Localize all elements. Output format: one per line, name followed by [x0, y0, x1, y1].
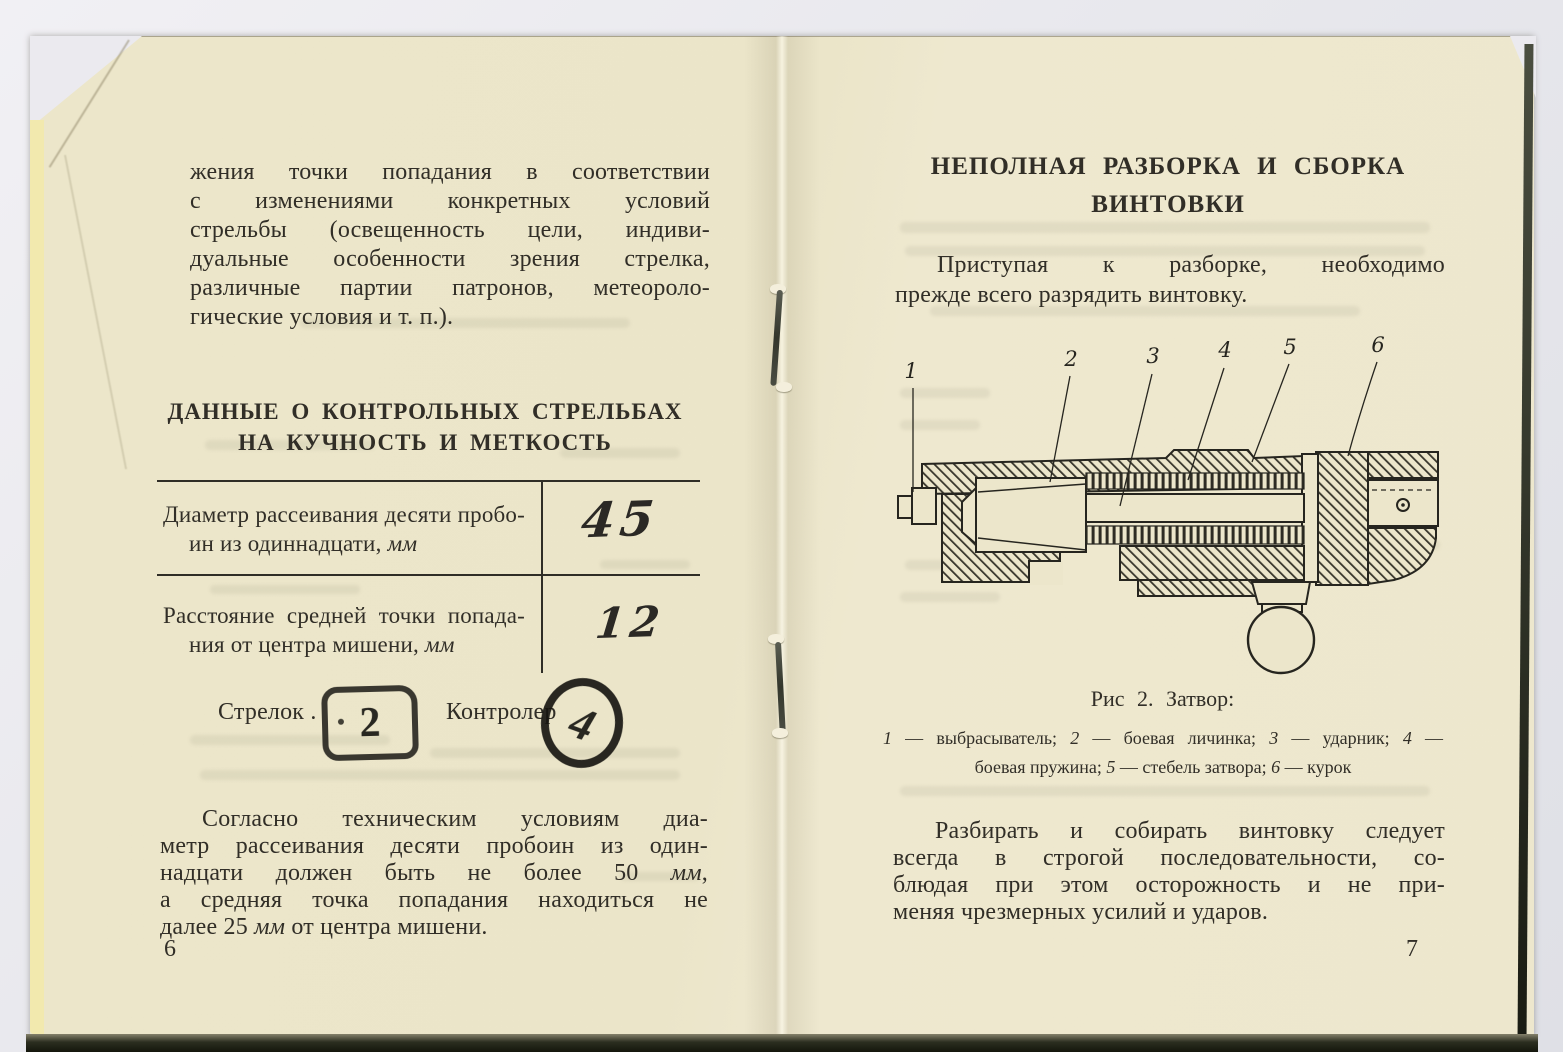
bleed-through-ghost: [210, 585, 360, 594]
right-intro-paragraph: Приступая к разборке, необходимо прежде всего разрядить винтовку.: [895, 252, 1445, 308]
right-chapter-heading: [888, 148, 1448, 224]
bolt-diagram-figure: [880, 332, 1445, 680]
callout-4: 4: [1218, 338, 1232, 362]
figure-caption: Рис 2. Затвор:: [1090, 686, 1235, 711]
left-top-paragraph: жения точки попадания в соответствии с изменениями конкретных условий стрельбы (освещенность цели, индиви- дуальные особенности зрения стрелка, различные партии патронов, метеороло- гические условия и т. п.).: [190, 159, 710, 330]
left-bottom-paragraph: Согласно техническим условиям диа- метр рассеивания десяти пробоин из один- надцати должен быть не более 50 мм, а средняя точка попадания находиться не далее 25 мм от центра мишени.: [160, 806, 708, 940]
table-row-diameter-label: Диаметр рассеивания десяти пробо- ин из одиннадцати, мм: [163, 502, 525, 556]
stamp-ink-dot: [338, 719, 344, 725]
shooter-stamp-value: 2: [358, 699, 382, 747]
table-row-distance-label: Расстояние средней точки попада- ния от центра мишени, мм: [163, 603, 525, 657]
page-number-left: 6: [164, 936, 176, 962]
bleed-through-ghost: [600, 560, 690, 569]
figure-legend: 1 — выбрасыватель; 2 — боевая личинка; 3 — ударник; 4 — боевая пружина; 5 — стебель затвора; 6 — курок: [883, 728, 1444, 777]
callout-6: 6: [1371, 333, 1385, 357]
page-edge-left: [30, 120, 44, 1034]
heading-line-2: НА КУЧНОСТЬ И МЕТКОСТЬ: [238, 430, 612, 455]
callout-2: 2: [1064, 347, 1078, 371]
callout-5: 5: [1283, 335, 1297, 359]
book-edge-bottom: [26, 1034, 1538, 1052]
heading-line-1: НЕПОЛНАЯ РАЗБОРКА И СБОРКА: [930, 153, 1406, 180]
table-divider-vertical: [541, 481, 543, 673]
spine-fold: [744, 36, 820, 1034]
page-number-right: 7: [1406, 936, 1418, 962]
controller-stamp-value: 4: [562, 695, 602, 751]
heading-line-1: ДАННЫЕ О КОНТРОЛЬНЫХ СТРЕЛЬБАХ: [167, 399, 683, 424]
controller-label: Контролер: [446, 699, 557, 725]
callout-1: 1: [904, 359, 918, 383]
table-rule-top: [157, 480, 700, 482]
table-row-distance-value-handwritten: 12: [593, 596, 667, 649]
table-rule-middle: [157, 574, 700, 576]
left-section-heading: [160, 396, 690, 458]
table-row-diameter-value-handwritten: 45: [578, 490, 662, 550]
bleed-through-ghost: [200, 770, 680, 780]
bleed-through-ghost: [900, 786, 1430, 796]
callout-3: 3: [1146, 344, 1160, 368]
right-bottom-paragraph: Разбирать и собирать винтовку следует всегда в строгой последовательности, со- блюдая при этом осторожность и не при- меняя чрезмерных усилий и ударов.: [893, 818, 1445, 925]
shooter-stamp: [321, 685, 419, 761]
heading-line-2: ВИНТОВКИ: [1091, 191, 1245, 218]
staple-slot: [772, 728, 788, 738]
shooter-label: Стрелок .: [218, 699, 317, 725]
staple-slot: [776, 382, 792, 392]
